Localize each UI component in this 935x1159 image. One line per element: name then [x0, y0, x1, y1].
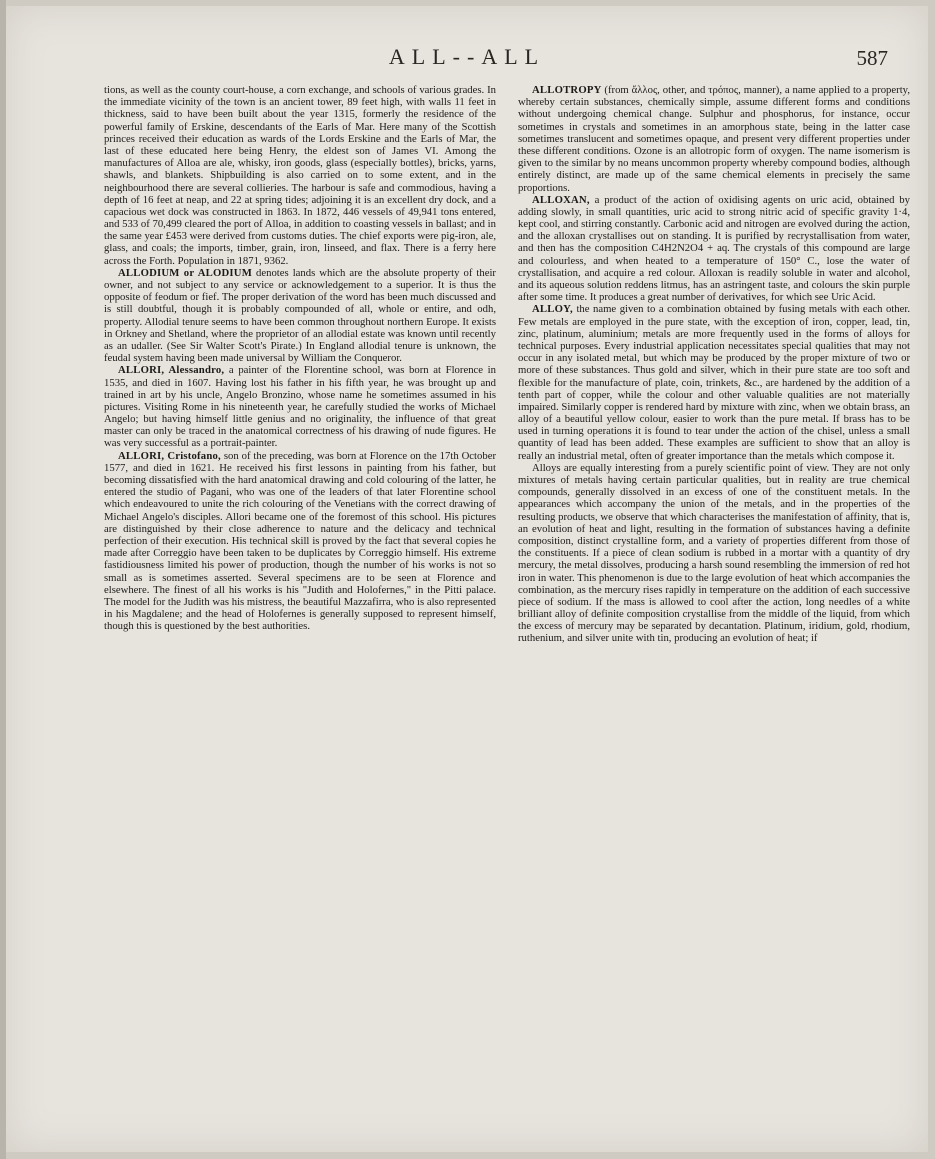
running-head-title: ALL--ALL — [388, 44, 546, 69]
entry-headword: ALLODIUM or ALODIUM — [118, 266, 252, 279]
entry-headword: ALLOY, — [532, 303, 573, 316]
entry-text: son of the preceding, was born at Florence on the 17th October 1577, and died in 1621. He received his first lessons in painting from his father, but becoming dissatisfied with the hard anatomical drawing and cold colouring of the latter, he entered the studio of Pagani, who was one of the leaders of that later Florentine school which endeavoured to unite the rich colouring of the Venetians with the correct drawing of Michael Angelo's disciples. Allori became one of the foremost of this school. His pictures are distinguished by their close adherence to nature and the delicacy and technical perfection of their execution. His technical skill is proved by the fact that several copies he made after Correggio have been taken to be duplicates by Correggio himself. His extreme fastidiousness limited his power of production, though the number of his works is not so small as is sometimes asserted. Several specimens are to be seen at Florence and elsewhere. The finest of all his works is his "Judith and Holofernes," in the Pitti palace. The model for the Judith was his mistress, the beautiful Mazzafirra, who is also represented in his Magdalene; and the head of Holofernes is generally supposed to represent himself, though this is questioned by the best authorities. — [104, 449, 497, 633]
entry-alloy-continued — [518, 462, 910, 645]
entry-headword: ALLORI, Cristofano, — [118, 449, 221, 462]
entry-text: a product of the action of oxidising agents on uric acid, obtained by adding slowly, in small quantities, uric acid to strong nitric acid of specific gravity 1·4, kept cool, and stirring constantly. Carbonic acid and nitrogen are evolved during the action, and the alloxan crystallises out on standing. It is purified by recrystallisation from water, and then has the composition C4H2N2O4 + aq. The crystals of this compound are large and colourless, and when heated to a temperature of 150° C., lose the water of crystallisation, and acquire a red colour. Alloxan is readily soluble in water and alcohol, and its aqueous solution reddens litmus, has an astringent taste, and colours the skin purple after some time. It produces a great number of derivatives, for which see Uric Acid. — [518, 193, 910, 304]
right-column — [518, 84, 910, 645]
entry-alloxan — [518, 194, 910, 304]
entry-alloa-continuation — [104, 84, 496, 267]
entry-allori-alessandro — [104, 364, 496, 449]
left-column — [104, 84, 496, 632]
book-page — [6, 6, 928, 1152]
page-number: 587 — [856, 46, 888, 70]
entry-allori-cristofano — [104, 450, 496, 633]
entry-text: the name given to a combination obtained by fusing metals with each other. Few metals are employed in the pure state, with the exception of iron, copper, lead, tin, zinc, platinum, aluminium; metals are more frequently used in the forms of alloys for technical purposes. Every industrial application necessitates special qualities that may not occur in any isolated metal, but which may be produced by the proper mixture of two or more of these substances. Thus gold and silver, which in their pure state are too soft and flexible for the manufacture of plate, coin, trinkets, &c., are hardened by the addition of a tenth part of copper, while the colour and other valuable qualities are not materially impaired. Similarly copper is rendered hard by mixture with zinc, when we obtain brass, an alloy of a beautiful yellow colour, easier to work than the pure metal. If brass has to be used in turning operations it is found to tear under the action of the chisel, unless a small quantity of lead has been added. These examples are sufficient to show that an alloy is really an industrial metal, often of greater importance than the metals which compose it. — [518, 303, 910, 462]
entry-text: tions, as well as the county court-house, a corn exchange, and schools of various grades. In the immediate vicinity of the town is an ancient tower, 89 feet high, with walls 11 feet in thickness, said to have been built about the year 1315, formerly the residence of the powerful family of Erskine, descendants of the Earls of Mar. Here many of the Scottish princes received their education as wards of the Lords Erskine and the Earls of Mar, the last of these educated here being Henry, the eldest son of James VI. Among the manufactures of Alloa are ale, whisky, iron goods, glass (especially bottles), bricks, yarns, shawls, and blankets. Shipbuilding is also carried on to some extent, and in the neighbourhood there are several collieries. The harbour is safe and commodious, having a depth of 16 feet at neap, and 22 at spring tides; adjoining it is an excellent dry dock, and a capacious wet dock was constructed in 1863. In 1872, 446 vessels of 49,941 tons entered, and 533 of 70,499 cleared the port of Alloa, in addition to coasting vessels in ballast; and in the same year £453 were derived from customs duties. The chief exports were pig-iron, ale, glass, and coals; the imports, timber, grain, iron, linseed, and flax. There is a ferry here across the Forth. Population in 1871, 9362. — [104, 84, 496, 267]
entry-headword: ALLORI, Alessandro, — [118, 364, 225, 377]
entry-allodium — [104, 267, 496, 365]
entry-text: denotes lands which are the absolute property of their owner, and not subject to any service or acknowledgement to a superior. It is thus the opposite of feodum or fief. The proper derivation of the word has been much discussed and is still doubtful, though it is probably compounded of all, whole or entire, and odh, property. Allodial tenure seems to have been common throughout northern Europe. It exists in Orkney and Shetland, where the proprietor of an allodial estate was known until recently as an udaller. (See Sir Walter Scott's Pirate.) In England allodial tenure is unknown, the feudal system having been made universal by William the Conqueror. — [104, 266, 496, 365]
entry-alloy — [518, 303, 910, 461]
entry-headword: ALLOTROPY — [532, 84, 602, 96]
entry-text: a painter of the Florentine school, was born at Florence in 1535, and died in 1607. Having lost his father in his fifth year, he was brought up and trained in art by his uncle, Angelo Bronzino, whose name he sometimes assumed in his pictures. Visiting Rome in his nineteenth year, he carefully studied the works of Michael Angelo; but having himself little genius and no originality, the influence of that great master can only be traced in the anatomical correctness of his drawing of nude figures. He was very successful as a portrait-painter. — [104, 364, 496, 450]
entry-text: (from ἄλλος, other, and τρόπος, manner), a name applied to a property, whereby certain substances, chemically simple, assume different forms and conditions without undergoing chemical change. Sulphur and phosphorus, for instance, occur sometimes in crystals and sometimes in an amorphous state, being in the latter case sometimes translucent and sometimes opaque, and present very different properties under these different conditions. Ozone is an allotropic form of oxygen. The name isomerism is given to the similar by no means uncommon property whereby compound bodies, although entirely distinct, are made up of the same chemical elements in precisely the same proportions. — [518, 84, 910, 194]
entry-headword: ALLOXAN, — [532, 193, 590, 206]
running-head — [6, 44, 928, 74]
entry-allotropy — [518, 84, 910, 194]
entry-text: Alloys are equally interesting from a purely scientific point of view. They are not only mixtures of metals having certain particular qualities, but in reality are true chemical compounds, generally dissolved in an excess of one of the constituent metals. In the appearances which accompany the union of the metals, and in the properties of the resulting products, we observe that which characterises the manifestation of affinity, that is, an evolution of heat and light, resulting in the formation of substances having a definite composition, distinct crystalline form, and a variety of properties different from those of the constituents. If a piece of clean sodium is rubbed in a mortar with a quantity of dry mercury, the metal dissolves, producing a harsh sound resembling the immersion of red hot iron in water. This phenomenon is due to the large evolution of heat which accompanies the combination, as the mercury rises rapidly in temperature on the addition of each successive piece of sodium. If the mass is allowed to cool after the action, long needles of a white brilliant alloy of definite composition crystallise from the middle of the liquid, from which the excess of mercury may be separated by decantation. Platinum, iridium, gold, rhodium, ruthenium, and silver unite with tin, producing an evolution of heat; if — [518, 461, 910, 645]
